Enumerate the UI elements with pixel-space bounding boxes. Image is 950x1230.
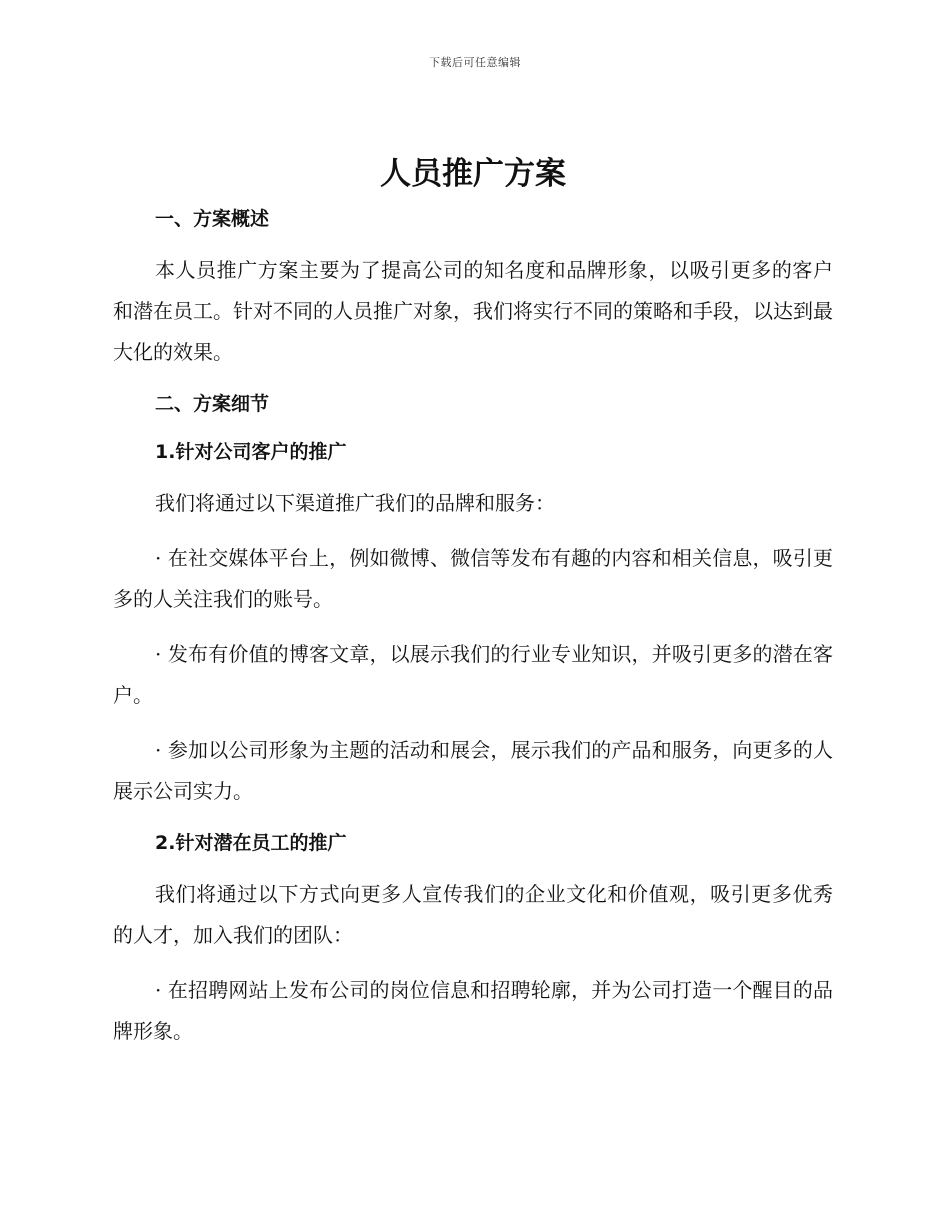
document-title: 人员推广方案 (380, 156, 566, 192)
section-heading-overview: 一、方案概述 (155, 208, 270, 230)
document-body (113, 148, 833, 1052)
overview-paragraph: 本人员推广方案主要为了提高公司的知名度和品牌形象，以吸引更多的客户和潜在员工。针对不同的人员推广对象，我们将实行不同的策略和手段，以达到最大化的效果。 (113, 258, 833, 364)
section-heading-details: 二、方案细节 (155, 393, 270, 415)
list-item: · 发布有价值的博客文章，以展示我们的行业专业知识，并吸引更多的潜在客户。 (113, 642, 833, 707)
page-header-note: 下载后可任意编辑 (429, 56, 521, 69)
list-item: · 参加以公司形象为主题的活动和展会，展示我们的产品和服务，向更多的人展示公司实力。 (113, 738, 833, 803)
list-item: · 在招聘网站上发布公司的岗位信息和招聘轮廓，并为公司打造一个醒目的品牌形象。 (113, 978, 833, 1043)
subsection-heading-customers: 1.针对公司客户的推广 (155, 441, 347, 463)
subsection-heading-employees: 2.针对潜在员工的推广 (155, 832, 347, 854)
customers-intro: 我们将通过以下渠道推广我们的品牌和服务： (155, 491, 555, 515)
list-item: · 在社交媒体平台上，例如微博、微信等发布有趣的内容和相关信息，吸引更多的人关注我们的账号。 (113, 546, 833, 611)
employees-intro: 我们将通过以下方式向更多人宣传我们的企业文化和价值观，吸引更多优秀的人才，加入我们的团队： (113, 882, 833, 947)
